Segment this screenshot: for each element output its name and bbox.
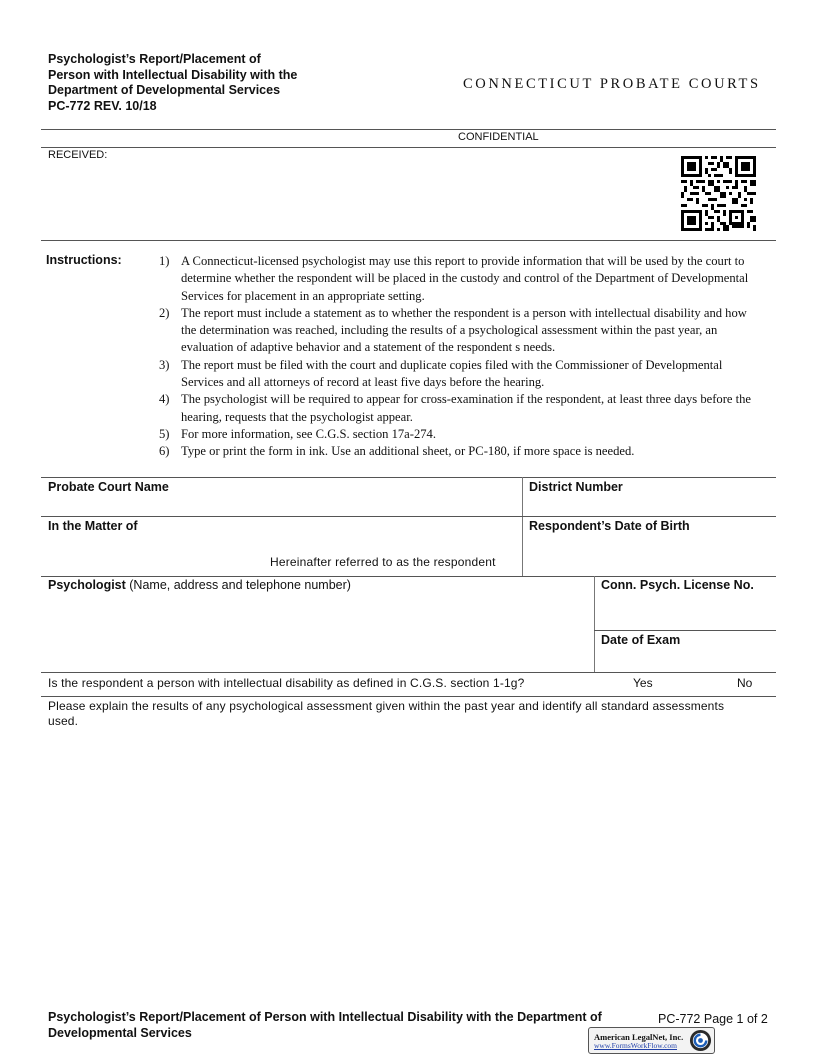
court-name: CONNECTICUT PROBATE COURTS — [463, 76, 761, 92]
instruction-item — [150, 391, 765, 426]
instruction-item — [150, 305, 765, 357]
instruction-number: 2) — [159, 305, 170, 320]
instructions-list — [150, 253, 765, 461]
divider — [41, 477, 776, 478]
respondent-note: Hereinafter referred to as the respondent — [270, 555, 496, 569]
instruction-text: The report must be filed with the court and duplicate copies filed with the Commissioner of Developmental Services and all attorneys of record at least five days before the hearing. — [181, 357, 723, 390]
logo-company-name: American LegalNet, Inc. — [594, 1032, 684, 1042]
form-title-line: Person with Intellectual Disability with the — [48, 67, 298, 82]
instruction-number: 3) — [159, 357, 170, 372]
instruction-text: For more information, see C.G.S. section 17a-274. — [181, 426, 436, 441]
divider — [41, 696, 776, 697]
divider — [41, 129, 776, 130]
instruction-item — [150, 357, 765, 392]
instructions-label: Instructions: — [46, 253, 122, 267]
probate-court-name-label: Probate Court Name — [48, 480, 169, 494]
psychologist-label-bold: Psychologist — [48, 578, 126, 592]
instruction-text: The report must include a statement as to whether the respondent is a person with intellectual disability and how the determination was reached, including the results of a psychological assessment within the past year, an evaluation of adaptive behavior and a statement of the respondent s needs. — [181, 305, 747, 355]
license-number-label: Conn. Psych. License No. — [601, 578, 754, 592]
divider — [41, 516, 776, 517]
received-stamp-area: RECEIVED: — [48, 149, 108, 161]
instruction-text: The psychologist will be required to appear for cross-examination if the respondent, at least three days before the hearing, requests that the psychologist appear. — [181, 392, 752, 424]
yes-option[interactable]: Yes — [633, 676, 653, 690]
column-divider — [522, 477, 523, 576]
form-title-line: Department of Developmental Services — [48, 83, 281, 97]
divider — [41, 576, 776, 577]
qr-code — [681, 156, 756, 231]
instruction-item — [150, 253, 765, 305]
divider — [41, 240, 776, 241]
footer-title: Psychologist’s Report/Placement of Person with Intellectual Disability with the Department of Developmental Services — [48, 1010, 602, 1040]
date-of-exam-label: Date of Exam — [601, 633, 681, 647]
form-number: PC-772 REV. 10/18 — [48, 98, 157, 113]
instruction-number: 1) — [159, 254, 170, 268]
page-number: PC-772 Page 1 of 2 — [658, 1012, 768, 1026]
american-legalnet-logo[interactable] — [588, 1027, 715, 1054]
divider — [41, 147, 776, 148]
divider — [594, 630, 776, 631]
form-title — [48, 52, 348, 114]
district-number-label: District Number — [529, 480, 623, 494]
logo-emblem-icon — [689, 1029, 712, 1052]
instruction-text: A Connecticut-licensed psychologist may use this report to provide information that will be used by the court to determine whether the respondent will be placed in the custody and control of the Department of Developmental Services for placement in an appropriate setting. — [181, 254, 749, 303]
logo-url-link[interactable]: www.FormsWorkFlow.com — [594, 1041, 678, 1050]
instruction-number: 4) — [159, 392, 170, 407]
intellectual-disability-question: Is the respondent a person with intellectual disability as defined in C.G.S. section 1-1g? — [48, 676, 525, 690]
column-divider — [594, 576, 595, 672]
no-option[interactable]: No — [737, 676, 753, 690]
instruction-text: Type or print the form in ink. Use an additional sheet, or PC-180, if more space is needed. — [181, 444, 635, 459]
assessment-explanation-prompt: Please explain the results of any psychological assessment given within the past year and identify all standard assessments used. — [48, 699, 725, 728]
instruction-number: 5) — [159, 426, 170, 441]
psychologist-label — [48, 578, 351, 592]
instruction-item — [150, 443, 765, 460]
in-the-matter-of-label: In the Matter of — [48, 519, 138, 533]
instruction-number: 6) — [159, 444, 170, 459]
divider — [41, 672, 776, 673]
form-title-line: Psychologist’s Report/Placement of — [48, 52, 261, 66]
respondent-dob-label: Respondent’s Date of Birth — [529, 519, 690, 533]
instruction-item — [150, 426, 765, 443]
confidential-label: CONFIDENTIAL — [458, 131, 539, 143]
psychologist-label-detail: (Name, address and telephone number) — [125, 578, 351, 592]
